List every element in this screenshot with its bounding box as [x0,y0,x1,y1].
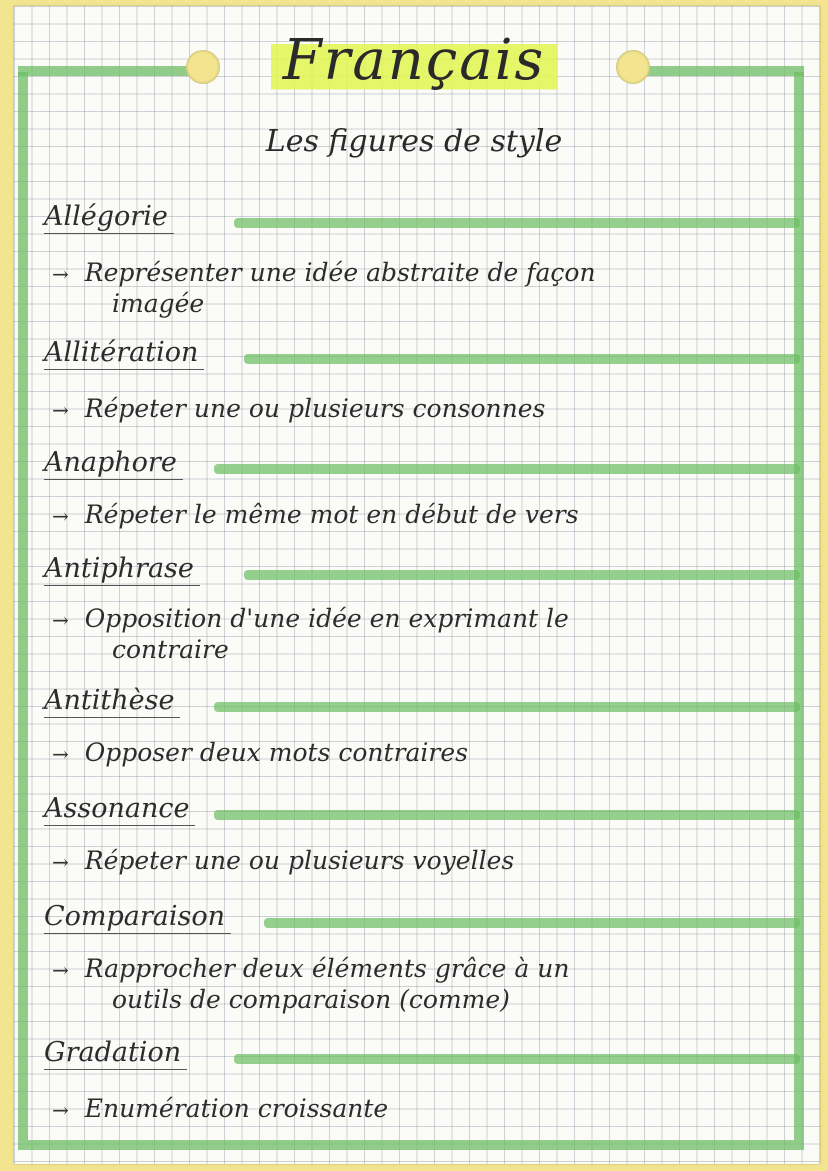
arrow-right-icon: → [52,850,69,874]
term-heading: Gradation [44,1037,187,1070]
arrow-right-icon: → [52,1098,69,1122]
highlighter-line [214,810,800,820]
term-heading: Comparaison [44,901,231,934]
term-heading: Antithèse [44,685,180,718]
term-row [44,548,800,588]
definition [52,604,752,664]
highlighter-line [214,702,800,712]
definition-text: Répeter le même mot en début de vers [84,500,579,529]
definition [52,738,752,769]
term-heading: Assonance [44,793,195,826]
definition-continuation: outils de comparaison (comme) [112,985,510,1014]
definition [52,258,752,318]
definition [52,954,752,1014]
definition [52,500,752,531]
definition-text: Répeter une ou plusieurs voyelles [84,846,515,875]
term-row [44,442,800,482]
arrow-right-icon: → [52,262,69,286]
definition [52,394,752,425]
definition-text: Enumération croissante [84,1094,389,1123]
arrow-right-icon: → [52,742,69,766]
term-row [44,196,800,236]
term-heading: Anaphore [44,447,183,480]
definition [52,846,752,877]
term-row [44,680,800,720]
highlighter-line [214,464,800,474]
term-row [44,788,800,828]
definition-text: Répeter une ou plusieurs consonnes [84,394,546,423]
highlighter-line [234,218,800,228]
definition [52,1094,752,1125]
term-row [44,896,800,936]
term-heading: Allitération [44,337,204,370]
term-heading: Antiphrase [44,553,200,586]
highlighter-line [244,570,800,580]
term-heading: Allégorie [44,201,174,234]
definition-text: Opposer deux mots contraires [84,738,468,767]
arrow-right-icon: → [52,504,69,528]
page-subtitle: Les figures de style [265,124,563,159]
highlighter-line [264,918,800,928]
definition-text: Rapprocher deux éléments grâce à un [84,954,570,983]
term-row [44,332,800,372]
arrow-right-icon: → [52,608,69,632]
definition-text: Opposition d'une idée en exprimant le [84,604,569,633]
term-row [44,1032,800,1072]
arrow-right-icon: → [52,398,69,422]
arrow-right-icon: → [52,958,69,982]
definition-continuation: imagée [112,289,205,318]
highlighter-line [234,1054,800,1064]
page-title: Français [0,28,828,93]
definition-continuation: contraire [112,635,229,664]
highlighter-line [244,354,800,364]
definition-text: Représenter une idée abstraite de façon [84,258,596,287]
